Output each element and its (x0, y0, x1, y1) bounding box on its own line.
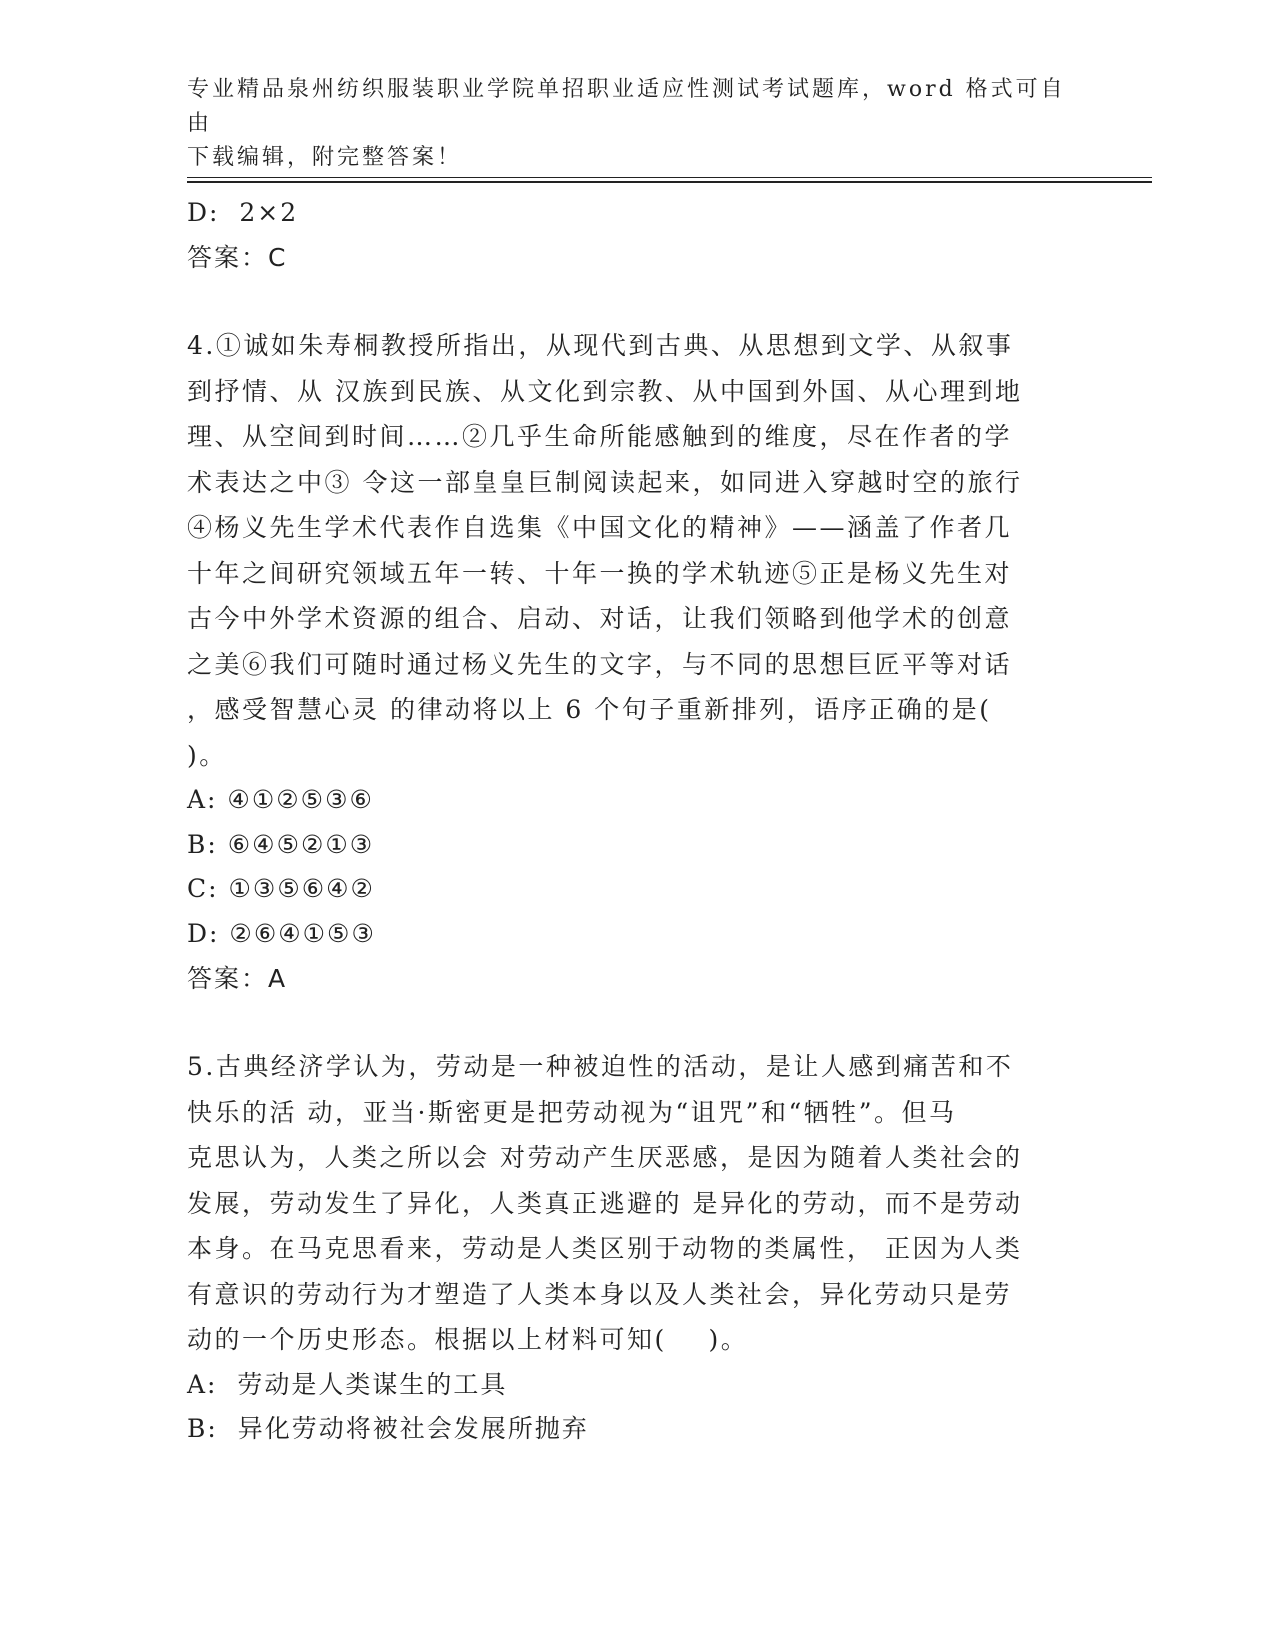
q5-text-line: 动的一个历史形态。根据以上材料可知( )。 (187, 1325, 749, 1354)
q5-text-line: 本身。在马克思看来，劳动是人类区别于动物的类属性， 正因为人类 (187, 1234, 1023, 1263)
q4-text-line: 到抒情、从 汉族到民族、从文化到宗教、从中国到外国、从心理到地 (187, 376, 1023, 406)
header-line-2: 下载编辑，附完整答案！ (187, 145, 463, 170)
document-body (187, 190, 1087, 1452)
q4-option-d: D: ②⑥④①⑤③ (187, 918, 376, 948)
q3-answer: 答案：C (187, 243, 288, 272)
q4-text-line: 古今中外学术资源的组合、启动、对话，让我们领略到他学术的创意 (187, 604, 1013, 633)
q5-option-b: B: 异化劳动将被社会发展所抛弃 (187, 1414, 589, 1443)
q4-option-b: B: ⑥④⑤②①③ (187, 829, 375, 859)
q4-text-line: 4.①诚如朱寿桐教授所指出，从现代到古典、从思想到文学、从叙事 (187, 331, 1014, 360)
q4-text-line: 理、从空间到时间……②几乎生命所能感触到的维度，尽在作者的学 (187, 422, 1013, 451)
header-divider-thin (187, 177, 1152, 178)
question-4 (187, 323, 1087, 1001)
page-header (187, 73, 1067, 175)
q4-option-a: A: ④①②⑤③⑥ (187, 785, 374, 814)
q5-text-line: 发展，劳动发生了异化，人类真正逃避的 是异化的劳动，而不是劳动 (187, 1188, 1023, 1218)
spacer (187, 1001, 1087, 1044)
q4-answer: 答案：A (187, 964, 288, 993)
header-divider-thick (187, 181, 1152, 183)
q5-text-line: 克思认为，人类之所以会 对劳动产生厌恶感，是因为随着人类社会的 (187, 1143, 1023, 1172)
q5-text-line: 5.古典经济学认为，劳动是一种被迫性的活动，是让人感到痛苦和不 (187, 1052, 1014, 1081)
q4-text-line: ④杨义先生学术代表作自选集《中国文化的精神》——涵盖了作者几 (187, 513, 1013, 542)
q5-option-a: A: 劳动是人类谋生的工具 (187, 1369, 508, 1399)
header-line-1: 专业精品泉州纺织服装职业学院单招职业适应性测试考试题库，word 格式可自由 (187, 77, 1066, 136)
q3-option-d: D: 2×2 (187, 198, 299, 227)
spacer (187, 280, 1087, 323)
q4-option-c: C: ①③⑤⑥④② (187, 874, 375, 903)
question-5 (187, 1044, 1087, 1452)
q4-text-line: ，感受智慧心灵 的律动将以上 6 个句子重新排列，语序正确的是( (187, 695, 992, 724)
q4-text-line: 十年之间研究领域五年一转、十年一换的学术轨迹⑤正是杨义先生对 (187, 558, 1013, 588)
q4-text-line: 术表达之中③ 令这一部皇皇巨制阅读起来，如同进入穿越时空的旅行 (187, 467, 1023, 497)
q4-text-line: )。 (187, 740, 227, 770)
q5-text-line: 快乐的活 动，亚当·斯密更是把劳动视为“诅咒”和“牺牲”。但马 (187, 1097, 957, 1127)
q4-text-line: 之美⑥我们可随时通过杨义先生的文字，与不同的思想巨匠平等对话 (187, 649, 1013, 679)
q5-text-line: 有意识的劳动行为才塑造了人类本身以及人类社会，异化劳动只是劳 (187, 1279, 1013, 1309)
